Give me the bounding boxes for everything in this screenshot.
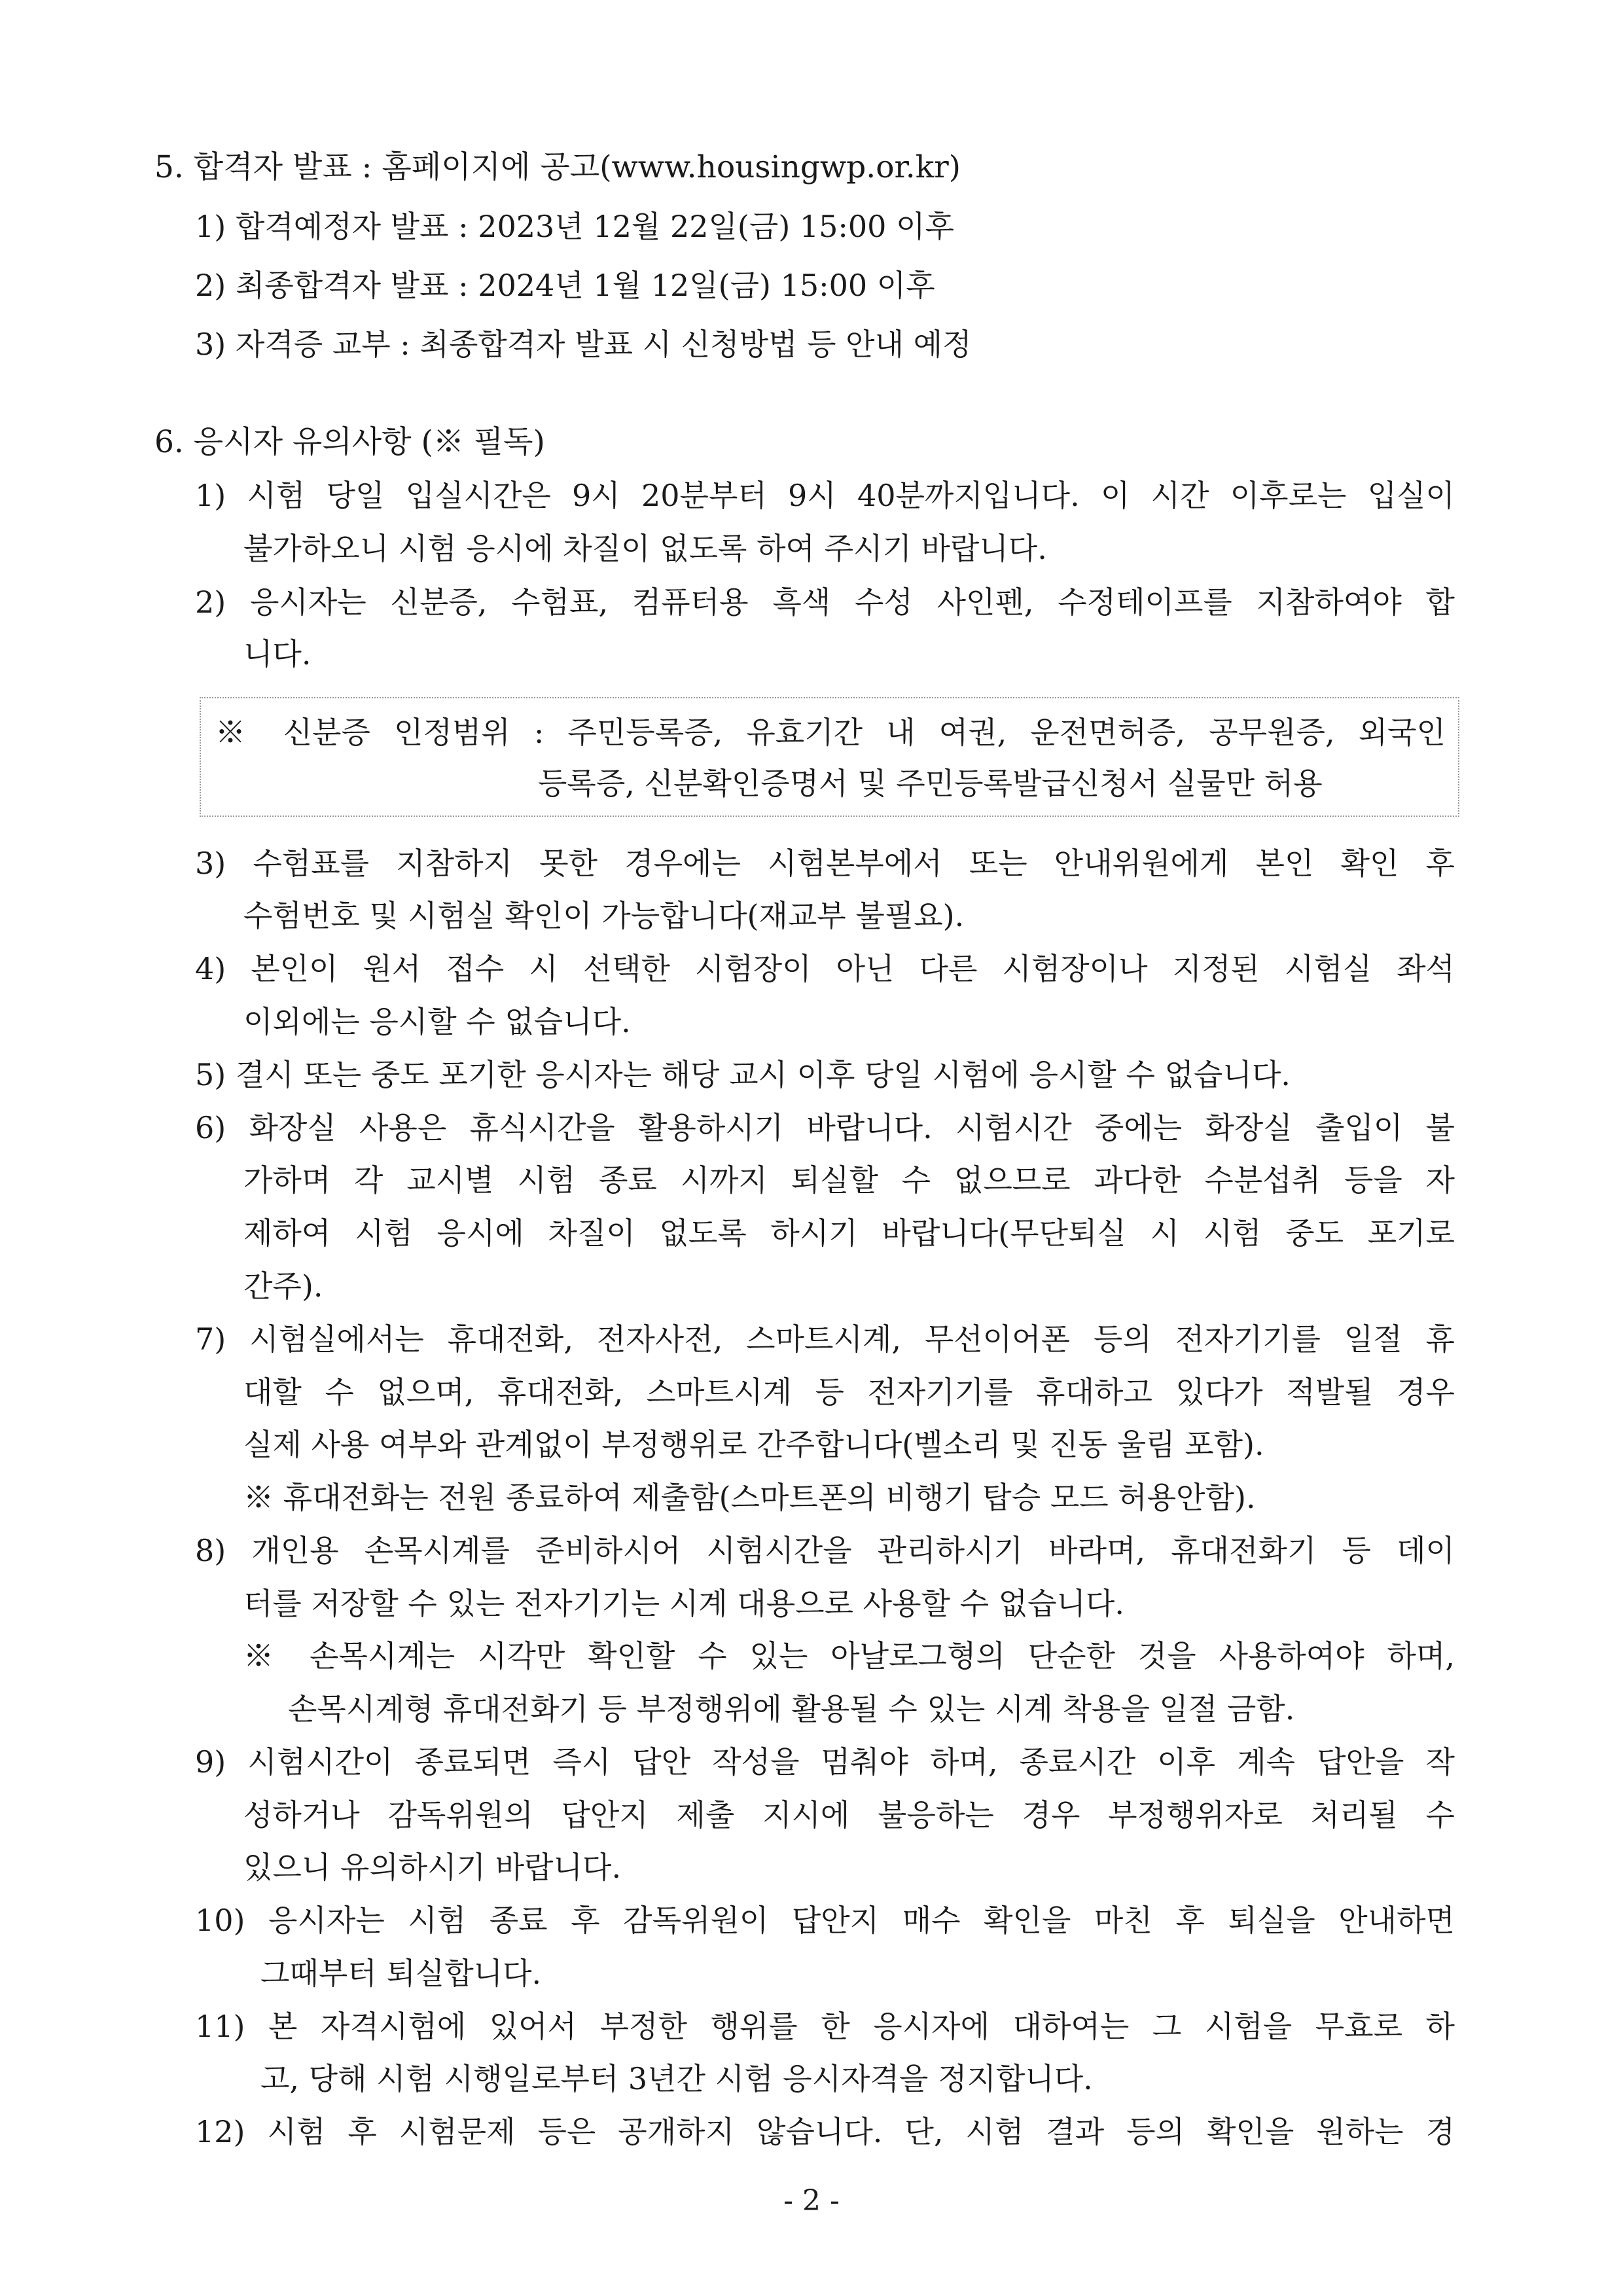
section6-item7-line2: 대할 수 없으며, 휴대전화, 스마트시계 등 전자기기를 휴대하고 있다가 적발될 경우 xyxy=(243,1374,1455,1410)
section6-item7-line1: 7) 시험실에서는 휴대전화, 전자사전, 스마트시계, 무선이어폰 등의 전자기기를 일절 휴 xyxy=(195,1321,1455,1357)
section6-item2-line1: 2) 응시자는 신분증, 수험표, 컴퓨터용 흑색 수성 사인펜, 수정테이프를 지참하여야 합 xyxy=(195,584,1455,620)
section6-item4-line2: 이외에는 응시할 수 없습니다. xyxy=(243,1004,631,1039)
section6-heading: 6. 응시자 유의사항 (※ 필독) xyxy=(154,424,545,460)
section6-item1-line2: 불가하오니 시험 응시에 차질이 없도록 하여 주시기 바랍니다. xyxy=(243,531,1047,566)
section5-heading: 5. 합격자 발표 : 홈페이지에 공고(www.housingwp.or.kr) xyxy=(154,149,961,185)
section6-item8-note2: 손목시계형 휴대전화기 등 부정행위에 활용될 수 있는 시계 착용을 일절 금함. xyxy=(288,1691,1295,1727)
section6-item2-line2: 니다. xyxy=(243,636,312,672)
section5-item-1: 1) 합격예정자 발표 : 2023년 12월 22일(금) 15:00 이후 xyxy=(195,209,954,244)
section6-item11-line2: 고, 당해 시험 시행일로부터 3년간 시험 응시자격을 정지합니다. xyxy=(260,2061,1093,2096)
page-number: - 2 - xyxy=(783,2184,840,2217)
section6-item6-line2: 가하며 각 교시별 시험 종료 시까지 퇴실할 수 없으므로 과다한 수분섭취 등을 자 xyxy=(243,1162,1455,1198)
section6-item8-line2: 터를 저장할 수 있는 전자기기는 시계 대용으로 사용할 수 없습니다. xyxy=(243,1586,1124,1621)
section6-item9-line2: 성하거나 감독위원의 답안지 제출 지시에 불응하는 경우 부정행위자로 처리될 수 xyxy=(243,1797,1455,1833)
section6-item3-line2: 수험번호 및 시험실 확인이 가능합니다(재교부 불필요). xyxy=(243,898,965,933)
section6-item6-line4: 간주). xyxy=(243,1268,323,1304)
section5-item-2: 2) 최종합격자 발표 : 2024년 1월 12일(금) 15:00 이후 xyxy=(195,268,935,303)
section5-item-3: 3) 자격증 교부 : 최종합격자 발표 시 신청방법 등 안내 예정 xyxy=(195,327,972,362)
section6-item7-line3: 실제 사용 여부와 관계없이 부정행위로 간주합니다(벨소리 및 진동 울림 포함). xyxy=(243,1427,1264,1462)
section6-item6-line3: 제하여 시험 응시에 차질이 없도록 하시기 바랍니다(무단퇴실 시 시험 중도 포기로 xyxy=(243,1215,1455,1251)
section6-item8-line1: 8) 개인용 손목시계를 준비하시어 시험시간을 관리하시기 바라며, 휴대전화기 등 데이 xyxy=(195,1533,1455,1568)
section6-item11-line1: 11) 본 자격시험에 있어서 부정한 행위를 한 응시자에 대하여는 그 시험을 무효로 하 xyxy=(195,2009,1455,2044)
section6-item9-line3: 있으니 유의하시기 바랍니다. xyxy=(243,1850,622,1885)
id-notice-line1: ※ 신분증 인정범위 : 주민등록증, 유효기간 내 여권, 운전면허증, 공무원증, 외국인 xyxy=(215,715,1446,750)
section6-item10-line1: 10) 응시자는 시험 종료 후 감독위원이 답안지 매수 확인을 마친 후 퇴실을 안내하면 xyxy=(195,1903,1455,1938)
section6-item5-line1: 5) 결시 또는 중도 포기한 응시자는 해당 교시 이후 당일 시험에 응시할 수 없습니다. xyxy=(195,1057,1291,1092)
section6-item7-note: ※ 휴대전화는 전원 종료하여 제출함(스마트폰의 비행기 탑승 모드 허용안함). xyxy=(243,1480,1256,1515)
section6-item1-line1: 1) 시험 당일 입실시간은 9시 20분부터 9시 40분까지입니다. 이 시간 이후로는 입실이 xyxy=(195,478,1455,513)
section6-item12-line1: 12) 시험 후 시험문제 등은 공개하지 않습니다. 단, 시험 결과 등의 확인을 원하는 경 xyxy=(195,2114,1455,2149)
section6-item9-line1: 9) 시험시간이 종료되면 즉시 답안 작성을 멈춰야 하며, 종료시간 이후 계속 답안을 작 xyxy=(195,1744,1455,1780)
section6-item3-line1: 3) 수험표를 지참하지 못한 경우에는 시험본부에서 또는 안내위원에게 본인 확인 후 xyxy=(195,846,1455,881)
section6-item10-line2: 그때부터 퇴실합니다. xyxy=(260,1956,542,1991)
section6-item6-line1: 6) 화장실 사용은 휴식시간을 활용하시기 바랍니다. 시험시간 중에는 화장실 출입이 불 xyxy=(195,1110,1455,1145)
id-notice-box xyxy=(200,697,1459,817)
id-notice-line2: 등록증, 신분확인증명서 및 주민등록발급신청서 실물만 허용 xyxy=(538,766,1323,801)
section6-item4-line1: 4) 본인이 원서 접수 시 선택한 시험장이 아닌 다른 시험장이나 지정된 시험실 좌석 xyxy=(195,951,1455,986)
section6-item8-note1: ※ 손목시계는 시각만 확인할 수 있는 아날로그형의 단순한 것을 사용하여야 하며, xyxy=(243,1638,1455,1674)
